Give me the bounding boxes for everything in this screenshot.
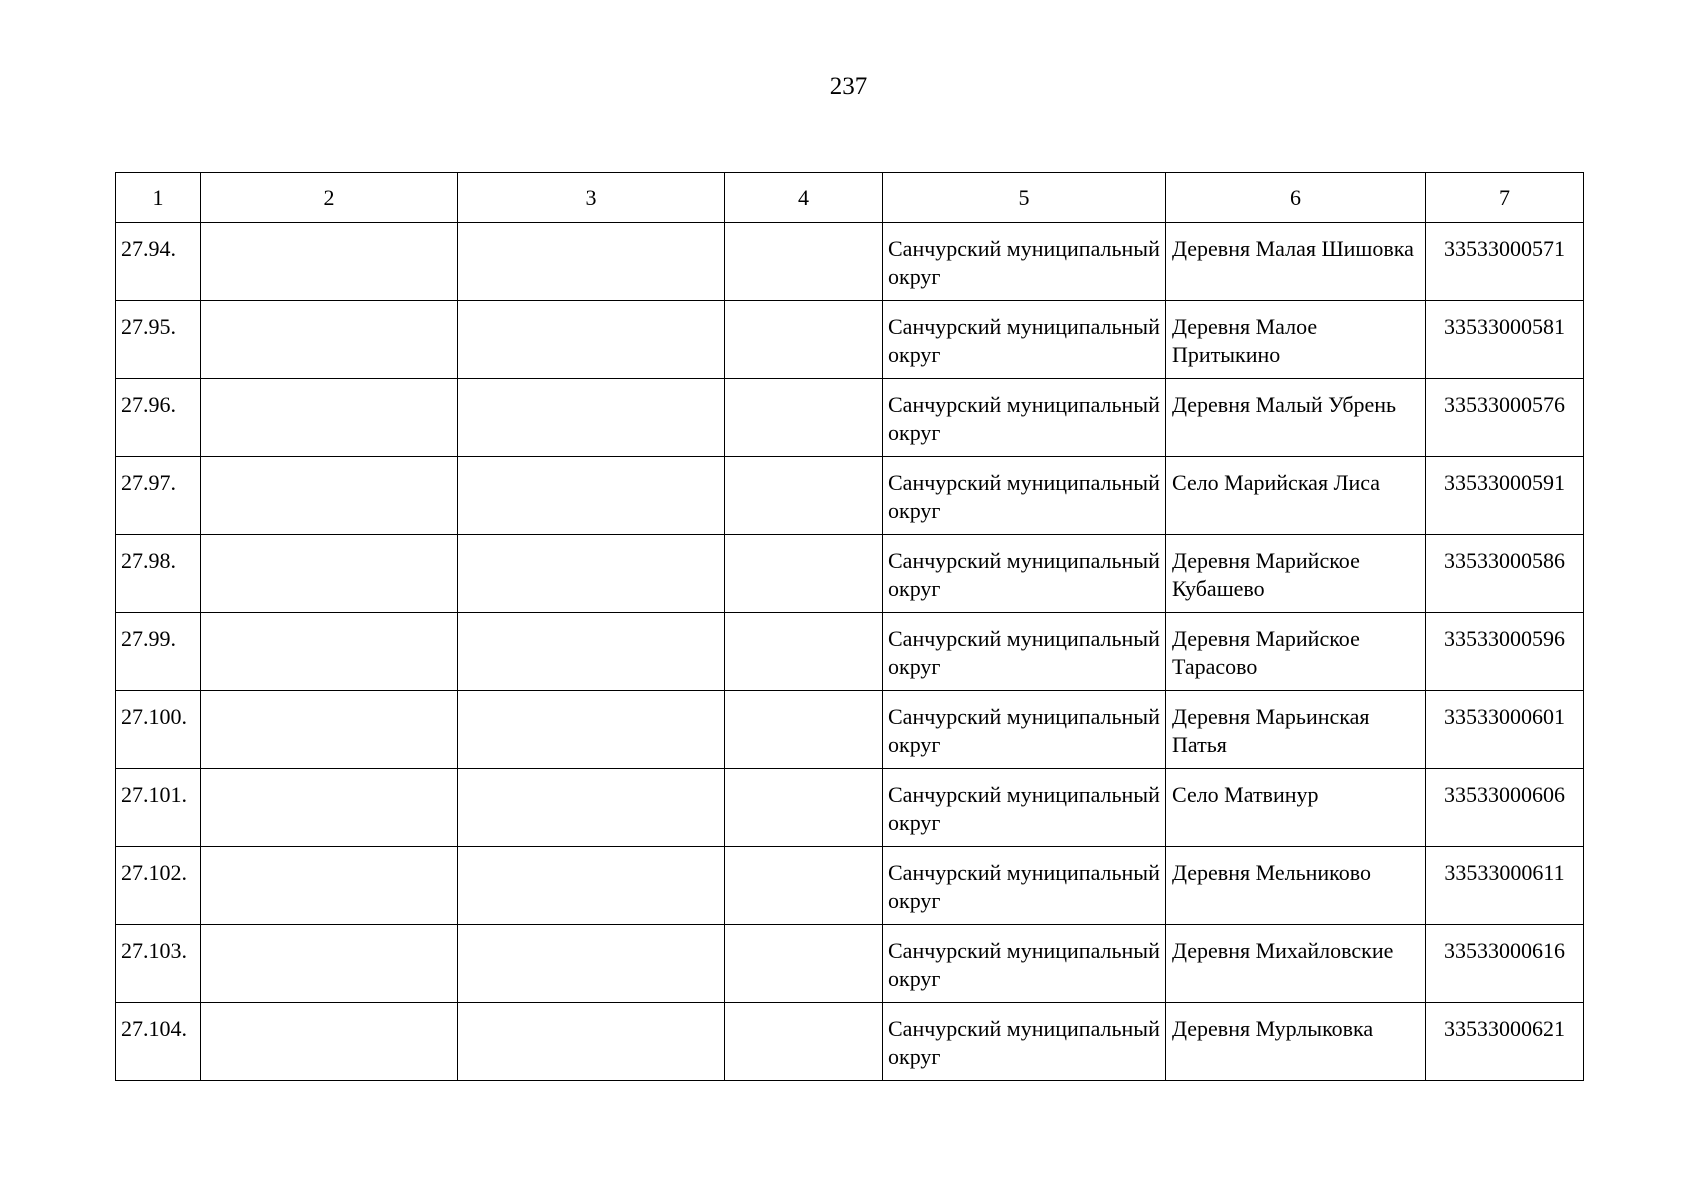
table-row (116, 535, 1584, 613)
column-header-7: 7 (1426, 173, 1584, 223)
district-cell: Санчурский муниципальный округ (883, 925, 1166, 1003)
cell-col-2 (201, 457, 458, 535)
district-cell: Санчурский муниципальный округ (883, 691, 1166, 769)
settlement-cell: Деревня Марьинская Патья (1166, 691, 1426, 769)
district-cell: Санчурский муниципальный округ (883, 1003, 1166, 1081)
table-row (116, 847, 1584, 925)
column-header-1: 1 (116, 173, 201, 223)
settlement-cell: Деревня Михайловские (1166, 925, 1426, 1003)
table-header (116, 173, 1584, 223)
cell-col-2 (201, 847, 458, 925)
settlements-table (115, 172, 1584, 1081)
settlement-cell: Деревня Мурлыковка (1166, 1003, 1426, 1081)
column-header-4: 4 (725, 173, 883, 223)
cell-col-4 (725, 769, 883, 847)
district-cell: Санчурский муниципальный округ (883, 223, 1166, 301)
column-header-3: 3 (458, 173, 725, 223)
row-number: 27.102. (116, 847, 201, 925)
cell-col-4 (725, 301, 883, 379)
cell-col-2 (201, 769, 458, 847)
column-header-2: 2 (201, 173, 458, 223)
cell-col-3 (458, 769, 725, 847)
code-cell: 33533000606 (1426, 769, 1584, 847)
row-number: 27.101. (116, 769, 201, 847)
cell-col-2 (201, 379, 458, 457)
code-cell: 33533000621 (1426, 1003, 1584, 1081)
row-number: 27.97. (116, 457, 201, 535)
code-cell: 33533000576 (1426, 379, 1584, 457)
settlement-cell: Деревня Марийское Тарасово (1166, 613, 1426, 691)
table-row (116, 223, 1584, 301)
row-number: 27.96. (116, 379, 201, 457)
district-cell: Санчурский муниципальный округ (883, 613, 1166, 691)
cell-col-2 (201, 691, 458, 769)
cell-col-3 (458, 847, 725, 925)
table-row (116, 613, 1584, 691)
row-number: 27.103. (116, 925, 201, 1003)
table-row (116, 925, 1584, 1003)
cell-col-3 (458, 535, 725, 613)
row-number: 27.94. (116, 223, 201, 301)
column-header-6: 6 (1166, 173, 1426, 223)
cell-col-4 (725, 613, 883, 691)
code-cell: 33533000581 (1426, 301, 1584, 379)
district-cell: Санчурский муниципальный округ (883, 301, 1166, 379)
cell-col-4 (725, 379, 883, 457)
row-number: 27.95. (116, 301, 201, 379)
settlement-cell: Деревня Малое Притыкино (1166, 301, 1426, 379)
column-header-5: 5 (883, 173, 1166, 223)
row-number: 27.98. (116, 535, 201, 613)
code-cell: 33533000591 (1426, 457, 1584, 535)
district-cell: Санчурский муниципальный округ (883, 457, 1166, 535)
table-body (116, 223, 1584, 1081)
settlement-cell: Село Марийская Лиса (1166, 457, 1426, 535)
table-row (116, 379, 1584, 457)
settlement-cell: Село Матвинур (1166, 769, 1426, 847)
cell-col-2 (201, 613, 458, 691)
row-number: 27.100. (116, 691, 201, 769)
cell-col-2 (201, 223, 458, 301)
code-cell: 33533000601 (1426, 691, 1584, 769)
header-row (116, 173, 1584, 223)
code-cell: 33533000586 (1426, 535, 1584, 613)
cell-col-3 (458, 457, 725, 535)
district-cell: Санчурский муниципальный округ (883, 769, 1166, 847)
table-row (116, 457, 1584, 535)
cell-col-4 (725, 925, 883, 1003)
district-cell: Санчурский муниципальный округ (883, 847, 1166, 925)
table-row (116, 769, 1584, 847)
cell-col-2 (201, 1003, 458, 1081)
settlement-cell: Деревня Марийское Кубашево (1166, 535, 1426, 613)
cell-col-4 (725, 1003, 883, 1081)
cell-col-3 (458, 379, 725, 457)
cell-col-4 (725, 691, 883, 769)
page-number: 237 (829, 73, 868, 100)
cell-col-3 (458, 925, 725, 1003)
code-cell: 33533000616 (1426, 925, 1584, 1003)
cell-col-3 (458, 1003, 725, 1081)
table-row (116, 691, 1584, 769)
cell-col-4 (725, 535, 883, 613)
cell-col-2 (201, 535, 458, 613)
cell-col-2 (201, 925, 458, 1003)
cell-col-3 (458, 301, 725, 379)
table-row (116, 1003, 1584, 1081)
code-cell: 33533000596 (1426, 613, 1584, 691)
row-number: 27.99. (116, 613, 201, 691)
cell-col-4 (725, 223, 883, 301)
settlement-cell: Деревня Мельниково (1166, 847, 1426, 925)
cell-col-4 (725, 457, 883, 535)
cell-col-3 (458, 223, 725, 301)
cell-col-2 (201, 301, 458, 379)
code-cell: 33533000571 (1426, 223, 1584, 301)
cell-col-3 (458, 691, 725, 769)
district-cell: Санчурский муниципальный округ (883, 535, 1166, 613)
settlement-cell: Деревня Малый Убрень (1166, 379, 1426, 457)
cell-col-3 (458, 613, 725, 691)
settlement-cell: Деревня Малая Шишовка (1166, 223, 1426, 301)
row-number: 27.104. (116, 1003, 201, 1081)
code-cell: 33533000611 (1426, 847, 1584, 925)
table-row (116, 301, 1584, 379)
cell-col-4 (725, 847, 883, 925)
district-cell: Санчурский муниципальный округ (883, 379, 1166, 457)
